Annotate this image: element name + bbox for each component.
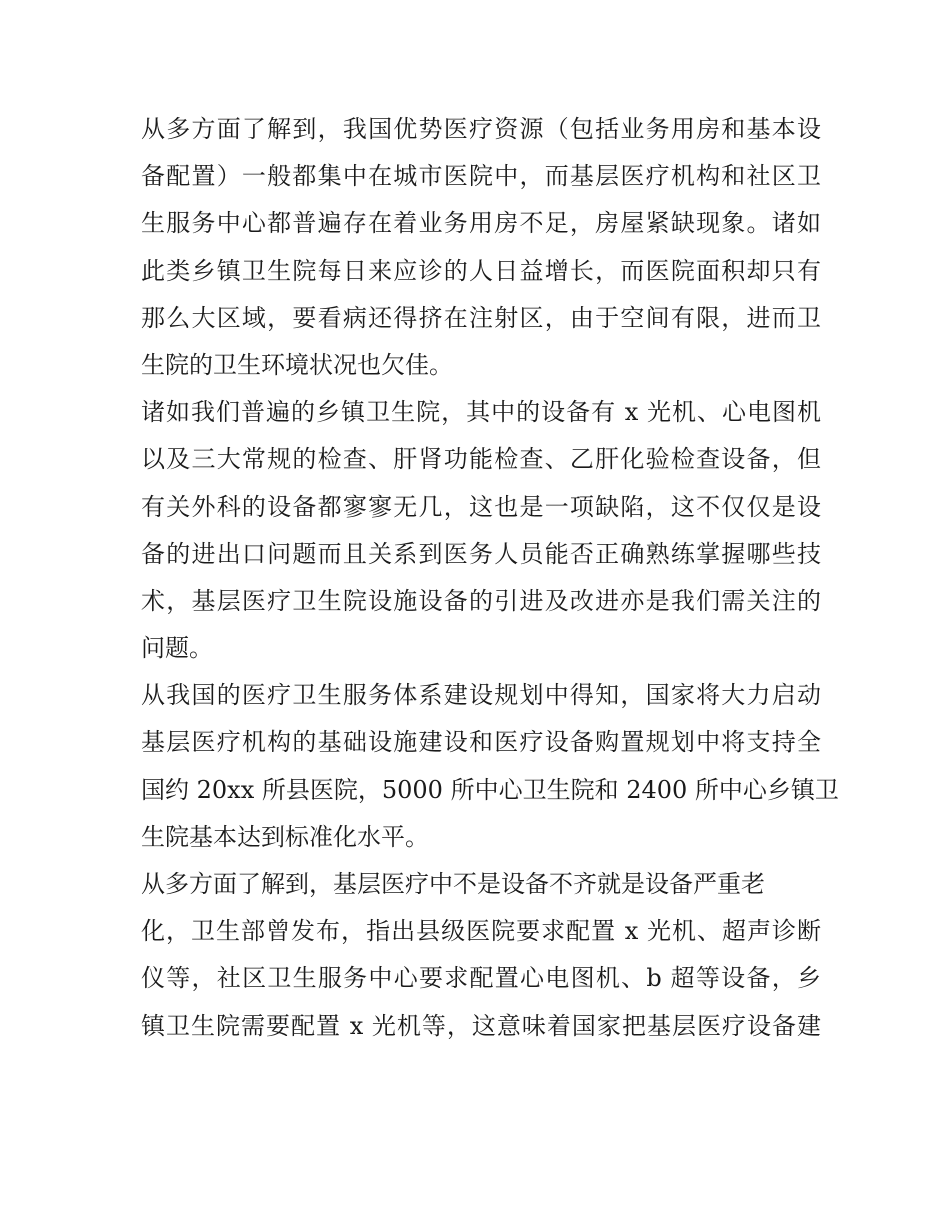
text-line: 备的进出口问题而且关系到医务人员能否正确熟练掌握哪些技 [141,539,821,568]
text-line: 有关外科的设备都寥寥无几，这也是一项缺陷，这不仅仅是设 [141,492,821,521]
text-line: 诸如我们普遍的乡镇卫生院，其中的设备有 x 光机、心电图机 [141,398,821,427]
text-line: 生院基本达到标准化水平。 [141,822,429,851]
text-line: 国约 20xx 所县医院，5000 所中心卫生院和 2400 所中心乡镇卫 [141,775,839,804]
text-line: 备配置）一般都集中在城市医院中，而基层医疗机构和社区卫 [141,162,821,191]
paragraph-4 [141,861,821,1050]
paragraph-3 [141,672,839,861]
text-line: 生服务中心都普遍存在着业务用房不足，房屋紧缺现象。诸如 [141,209,821,238]
text-line: 此类乡镇卫生院每日来应诊的人日益增长，而医院面积却只有 [141,256,821,285]
text-line: 术，基层医疗卫生院设施设备的引进及改进亦是我们需关注的 [141,586,821,615]
paragraph-1 [141,106,821,389]
text-line: 化，卫生部曾发布，指出县级医院要求配置 x 光机、超声诊断 [141,917,821,946]
text-line: 以及三大常规的检查、肝肾功能检查、乙肝化验检查设备，但 [141,445,821,474]
text-line: 从我国的医疗卫生服务体系建设规划中得知，国家将大力启动 [141,681,821,710]
text-line: 镇卫生院需要配置 x 光机等，这意味着国家把基层医疗设备建 [141,1011,821,1040]
paragraph-2 [141,389,821,672]
text-line: 基层医疗机构的基础设施建设和医疗设备购置规划中将支持全 [141,728,821,757]
text-line: 从多方面了解到，基层医疗中不是设备不齐就是设备严重老 [141,870,765,898]
text-line: 生院的卫生环境状况也欠佳。 [141,350,453,379]
text-line: 那么大区域，要看病还得挤在注射区，由于空间有限，进而卫 [141,303,821,332]
text-line: 从多方面了解到，我国优势医疗资源（包括业务用房和基本设 [141,115,821,143]
document-body [141,106,839,1050]
text-line: 问题。 [141,634,213,663]
text-line: 仪等，社区卫生服务中心要求配置心电图机、b 超等设备，乡 [141,964,821,993]
